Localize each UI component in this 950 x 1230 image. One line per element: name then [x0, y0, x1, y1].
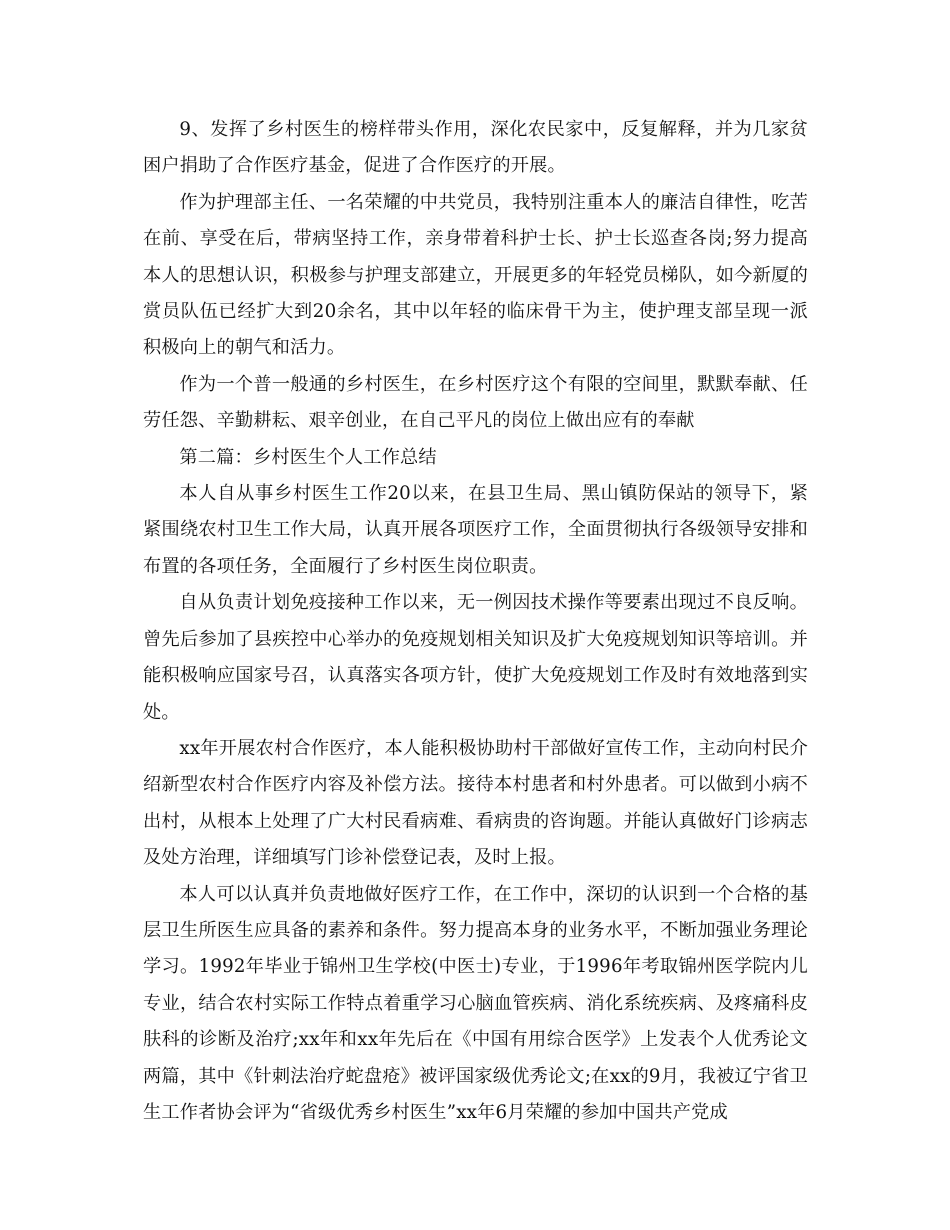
document-body: [143, 112, 808, 1131]
paragraph-1: 9、发挥了乡村医生的榜样带头作用，深化农民家中，反复解释，并为几家贫困户捐助了合作医疗基金，促进了合作医疗的开展。: [143, 119, 808, 177]
paragraph-2: 作为护理部主任、一名荣耀的中共党员，我特别注重本人的廉洁自律性，吃苦在前、享受在后，带病坚持工作，亲身带着科护士长、护士长巡查各岗;努力提高本人的思想认识，积极参与护理支部建立，开展更多的年轻党员梯队，如今新厦的赏员队伍已经扩大到20余名，其中以年轻的临床骨干为主，使护理支部呈现一派积极向上的朝气和活力。: [143, 191, 808, 359]
paragraph-5: 自从负责计划免疫接种工作以来，无一例因技术操作等要素出现过不良反响。曾先后参加了县疾控中心举办的免疫规划相关知识及扩大免疫规划知识等培训。并能积极响应国家号召，认真落实各项方针，使扩大免疫规划工作及时有效地落到实处。: [143, 592, 808, 723]
paragraph-7: 本人可以认真并负责地做好医疗工作，在工作中，深切的认识到一个合格的基层卫生所医生应具备的素养和条件。努力提高本身的业务水平，不断加强业务理论学习。1992年毕业于锦州卫生学校(中医士)专业，于1996年考取锦州医学院内儿专业，结合农村实际工作特点着重学习心脑血管疾病、消化系统疾病、及疼痛科皮肤科的诊断及治疗;xx年和xx年先后在《中国有用综合医学》上发表个人优秀论文两篇，其中《针刺法治疗蛇盘疮》被评国家级优秀论文;在xx的9月，我被辽宁省卫生工作者协会评为“省级优秀乡村医生”xx年6月荣耀的参加中国共产党成: [143, 883, 808, 1123]
section-heading: 第二篇：乡村医生个人工作总结: [179, 446, 437, 468]
paragraph-3: 作为一个普一般通的乡村医生，在乡村医疗这个有限的空间里，默默奉献、任劳任怨、辛勤耕耘、艰辛创业，在自己平凡的岗位上做出应有的奉献: [143, 373, 808, 432]
paragraph-4: 本人自从事乡村医生工作20以来，在县卫生局、黑山镇防保站的领导下，紧紧围绕农村卫生工作大局，认真开展各项医疗工作，全面贯彻执行各级领导安排和布置的各项任务，全面履行了乡村医生岗位职责。: [143, 483, 808, 577]
paragraph-6: xx年开展农村合作医疗，本人能积极协助村干部做好宣传工作，主动向村民介绍新型农村合作医疗内容及补偿方法。接待本村患者和村外患者。可以做到小病不出村，从根本上处理了广大村民看病难、看病贵的咨询题。并能认真做好门诊病志及处方治理，详细填写门诊补偿登记表，及时上报。: [143, 737, 808, 869]
